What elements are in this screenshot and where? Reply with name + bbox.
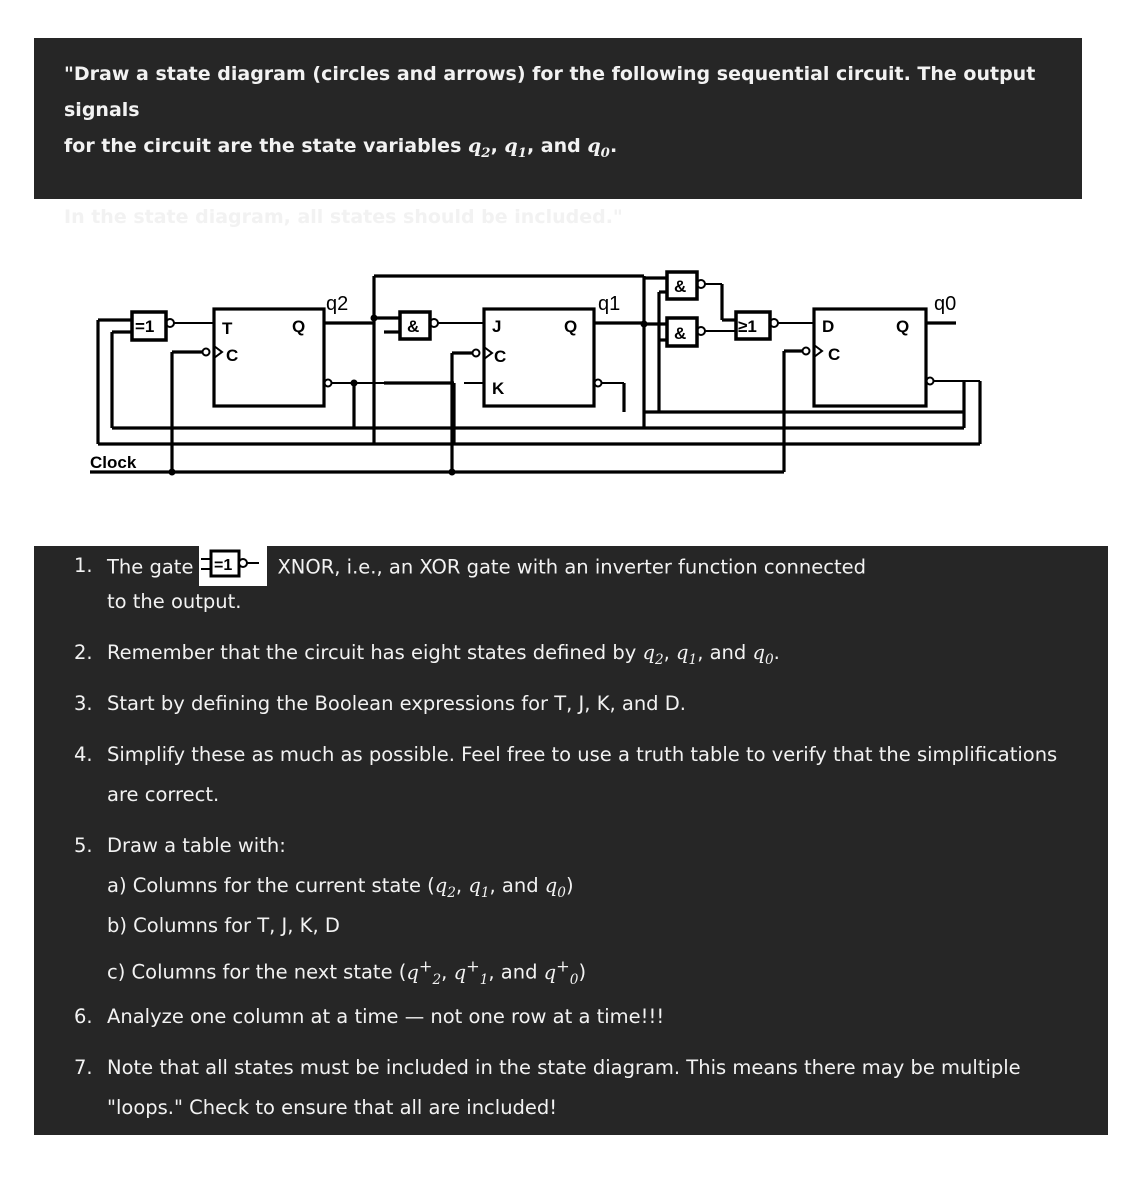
and-gate-jk-label: & xyxy=(407,317,420,336)
xnor-gate-label: =1 xyxy=(135,317,155,336)
or-gate-label: ≥1 xyxy=(738,317,757,336)
q2-label: q2 xyxy=(326,293,349,315)
problem-line-1: "Draw a state diagram (circles and arrows) for the following sequential circuit. The output signals xyxy=(64,63,1036,121)
svg-text:=1: =1 xyxy=(214,557,233,574)
var-q2: $q_2$ xyxy=(468,135,491,161)
xnor-gate-icon xyxy=(199,542,267,586)
problem-statement xyxy=(34,38,1082,228)
q1-label: q1 xyxy=(598,293,621,315)
var-q1: $q_1$ xyxy=(504,135,527,161)
t-clock-label: C xyxy=(226,346,239,365)
d-q-label: Q xyxy=(896,317,910,336)
clock-label: Clock xyxy=(90,453,137,472)
circuit-diagram xyxy=(84,262,1000,484)
and-gate-lower-label: & xyxy=(674,324,687,343)
jk-q-label: Q xyxy=(564,317,578,336)
var-q0: $q_0$ xyxy=(587,135,610,161)
t-q-label: Q xyxy=(292,317,306,336)
problem-line-3: In the state diagram, all states should be included." xyxy=(64,205,623,228)
t-input-label: T xyxy=(222,319,233,338)
jk-k-label: K xyxy=(492,379,505,398)
q0-label: q0 xyxy=(934,293,957,315)
jk-j-label: J xyxy=(492,317,502,336)
d-input-label: D xyxy=(822,317,835,336)
d-clock-label: C xyxy=(828,345,841,364)
and-gate-upper-label: & xyxy=(674,277,687,296)
jk-clock-label: C xyxy=(494,347,507,366)
problem-line-2: for the circuit are the state variables $q_2$, $q_1$, and $q_0$. xyxy=(64,135,618,161)
instructions-panel: 1. The gate =1 XNOR, i.e., an XOR gate with an inverter function connected to the output. 2. Remember that the circuit has eight states defined by $q_2$, $q_1$, and $q_0$. 3. Start by defining the Boolean expressions for T, J, K, and D. 4. Simplify these as much as possible. Feel free to use a truth table to verify that the simplifications are correct. 5. Draw a table with: a) Columns for the current state ($q_2$, $q_1$, and $q_0$) b) Columns for T, J, K, D c) Columns for the next state ($q^+_2$, $q^+_1$, and $q^+_0$) 6. Analyze one column at a time — not one row at a time!!! 7. Note that all states must be included in the state diagram. This means there may be multiple "loops." Check to ensure that all are included! xyxy=(34,546,1108,1135)
